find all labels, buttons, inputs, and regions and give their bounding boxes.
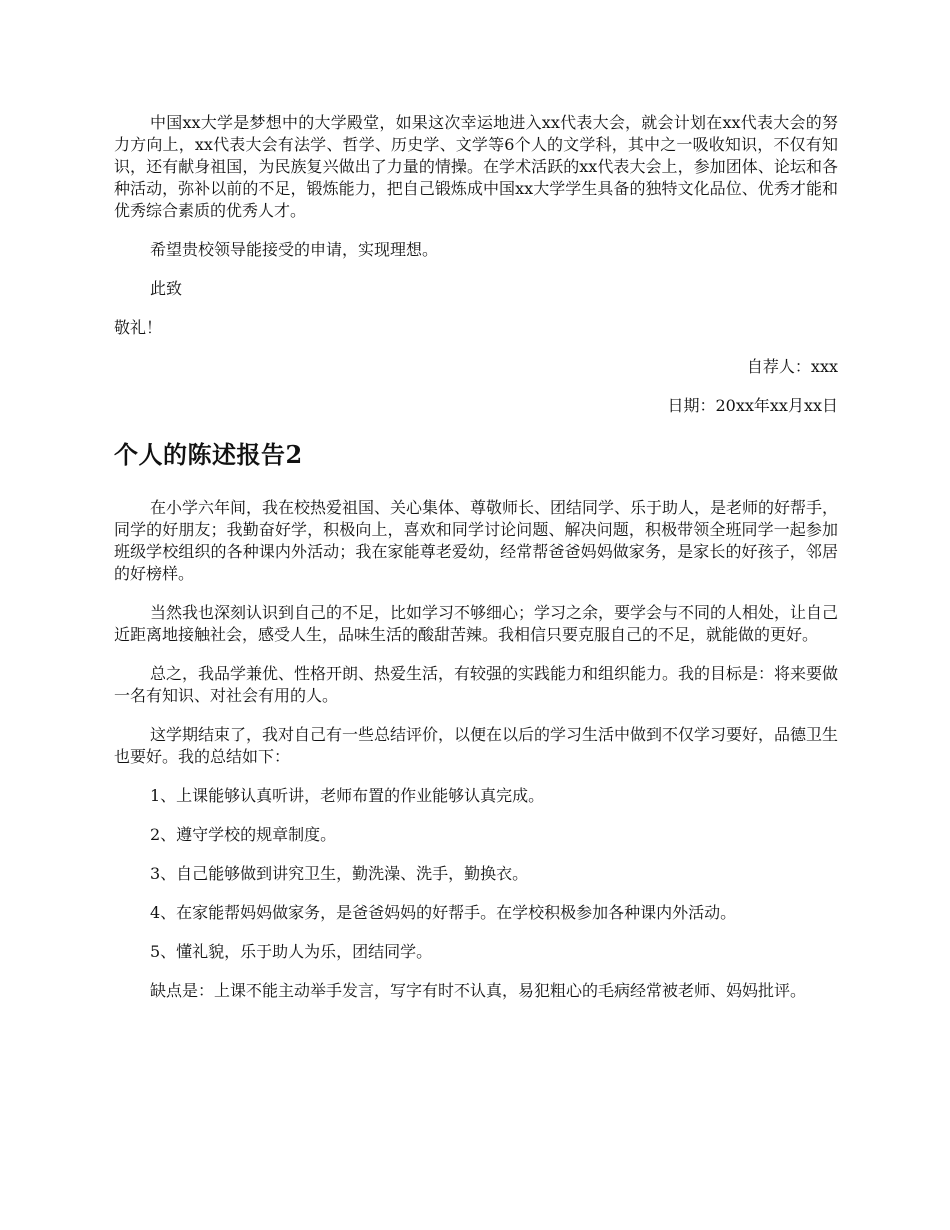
report-title: 个人的陈述报告2: [114, 440, 303, 469]
report-paragraph: 总之，我品学兼优、性格开朗、热爱生活，有较强的实践能力和组织能力。我的目标是：将来要做一名有知识、对社会有用的人。: [114, 664, 839, 705]
report-paragraph: 这学期结束了，我对自己有一些总结评价，以便在以后的学习生活中做到不仅学习要好，品德卫生也要好。我的总结如下：: [114, 725, 839, 766]
report-list-item: 1、上课能够认真听讲，老师布置的作业能够认真完成。: [150, 786, 545, 805]
report-paragraph: 当然我也深刻认识到自己的不足，比如学习不够细心；学习之余，要学会与不同的人相处，让自己近距离地接触社会，感受人生，品味生活的酸甜苦辣。我相信只要克服自己的不足，就能做的更好。: [114, 603, 839, 644]
letter-date: 日期：20xx年xx月xx日: [667, 396, 838, 415]
letter-closing: 此致: [150, 279, 183, 298]
letter-paragraph: 希望贵校领导能接受的申请，实现理想。: [150, 240, 439, 259]
report-list-item: 5、懂礼貌，乐于助人为乐，团结同学。: [150, 942, 433, 961]
document-page: [114, 112, 838, 1002]
report-list-item: 2、遵守学校的规章制度。: [150, 825, 337, 844]
report-paragraph: 缺点是：上课不能主动举手发言，写字有时不认真，易犯粗心的毛病经常被老师、妈妈批评。: [150, 981, 807, 1000]
report-paragraph: 在小学六年间，我在校热爱祖国、关心集体、尊敬师长、团结同学、乐于助人，是老师的好帮手，同学的好朋友；我勤奋好学，积极向上，喜欢和同学讨论问题、解决问题，积极带领全班同学一起参加班级学校组织的各种课内外活动；我在家能尊老爱幼，经常帮爸爸妈妈做家务，是家长的好孩子，邻居的好榜样。: [114, 498, 839, 583]
letter-paragraph: 中国xx大学是梦想中的大学殿堂，如果这次幸运地进入xx代表大会，就会计划在xx代表大会的努力方向上，xx代表大会有法学、哲学、历史学、文学等6个人的文学科，其中之一吸收知识，不仅有知识，还有献身祖国，为民族复兴做出了力量的情操。在学术活跃的xx代表大会上，参加团体、论坛和各种活动，弥补以前的不足，锻炼能力，把自己锻炼成中国xx大学学生具备的独特文化品位、优秀才能和优秀综合素质的优秀人才。: [114, 113, 838, 220]
letter-signer: 自荐人：xxx: [746, 357, 838, 376]
report-list-item: 3、自己能够做到讲究卫生，勤洗澡、洗手，勤换衣。: [150, 864, 529, 883]
letter-salute: 敬礼！: [114, 318, 163, 337]
report-list-item: 4、在家能帮妈妈做家务，是爸爸妈妈的好帮手。在学校积极参加各种课内外活动。: [150, 903, 737, 922]
